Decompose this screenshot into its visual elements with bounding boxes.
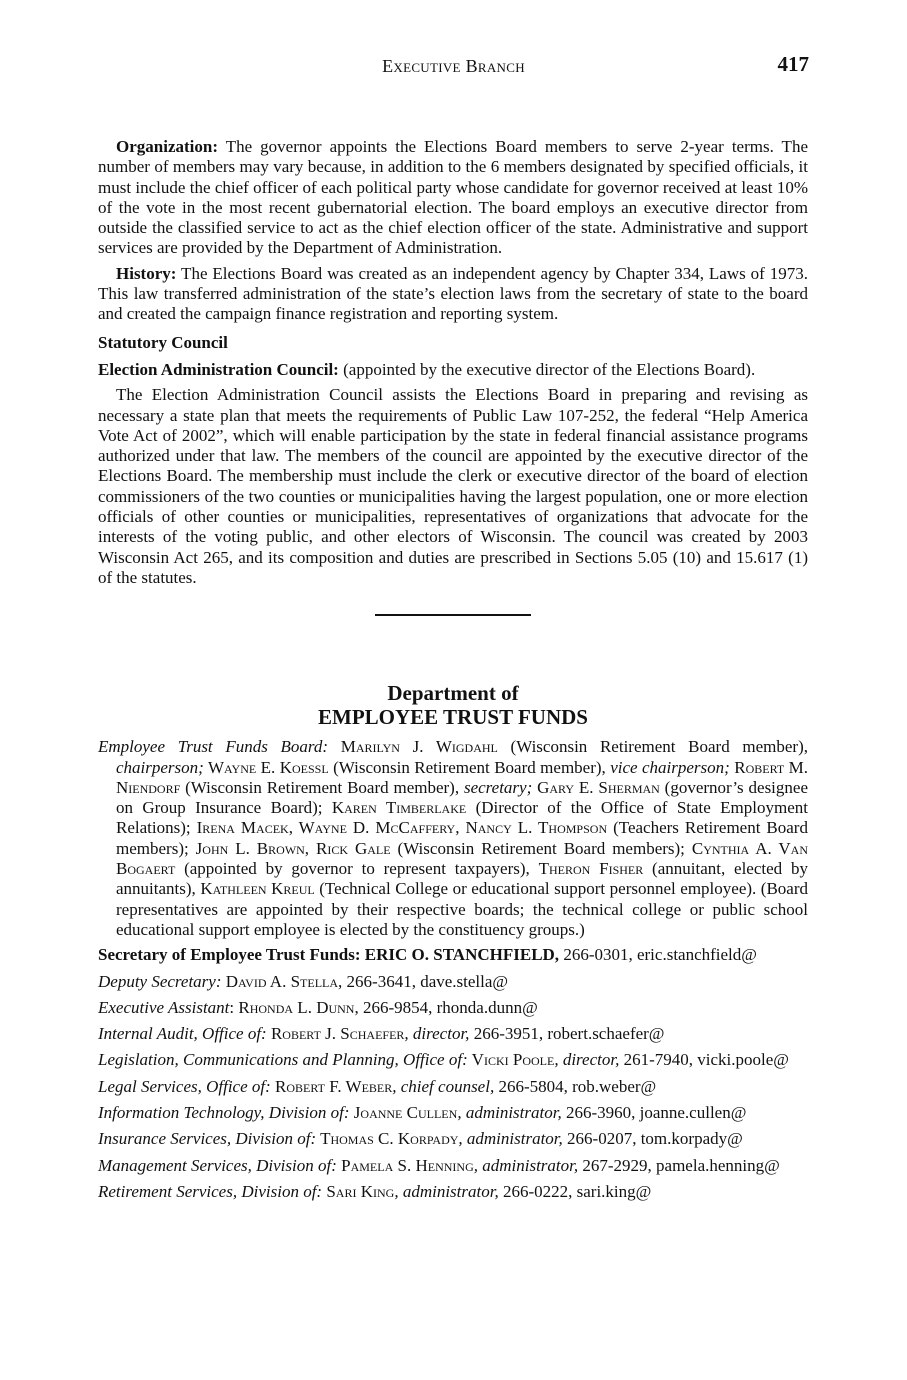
person-title: , administrator, — [473, 1155, 579, 1175]
person-name: Sari King — [322, 1181, 395, 1201]
running-head: Executive Branch — [382, 56, 525, 76]
history-text: The Elections Board was created as an independent agency by Chapter 334, Laws of 1973. This law transferred administration of the state’s election laws from the secretary of state to the board and created the campaign finance registration and reporting system. — [98, 263, 808, 324]
council-label: Election Administration Council: — [98, 359, 339, 379]
person-title: , administrator, — [457, 1102, 562, 1122]
staff-entry-insurance-services — [98, 1129, 808, 1149]
office-name: Internal Audit, Office of: — [98, 1024, 267, 1044]
board-member-name: Cynthia A. Van Bogaert — [116, 838, 808, 879]
office-name: Executive Assistant — [98, 997, 230, 1017]
person-name: David A. Stella — [221, 971, 339, 991]
secretary-label: Secretary of Employee Trust Funds: ERIC O. STANCHFIELD, — [98, 945, 560, 965]
person-title: , administrator, — [458, 1129, 563, 1149]
staff-entry-information-technology — [98, 1103, 808, 1123]
contact: , 266-3641, dave.stella@ — [338, 971, 509, 991]
contact: 266-5804, rob.weber@ — [494, 1076, 657, 1096]
person-title: , director, — [554, 1050, 620, 1070]
section-divider — [375, 614, 531, 616]
office-name: Legislation, Communications and Planning, Office of: — [98, 1050, 468, 1070]
board-member-role: secretary; — [463, 777, 533, 797]
board-member-desc: (appointed by governor to represent taxpayers), — [175, 859, 539, 879]
board-member-name: John L. Brown, Rick Gale — [195, 838, 391, 858]
board-member-role: chairperson; — [116, 757, 204, 777]
board-member-desc: (governor’s designee on Group Insurance Board); — [116, 777, 808, 818]
history-paragraph — [98, 264, 808, 325]
office-name: Deputy Secretary: — [98, 971, 222, 991]
staff-entry-legal-services — [98, 1077, 808, 1097]
office-name: Insurance Services, Division of: — [98, 1129, 317, 1149]
department-title-line1: Department of — [387, 681, 519, 706]
board-member-role: vice chairperson; — [610, 757, 730, 777]
contact: 261-7940, vicki.poole@ — [619, 1050, 789, 1070]
page-number: 417 — [777, 52, 809, 76]
statutory-council-heading: Statutory Council — [98, 332, 228, 352]
person-name: Thomas C. Korpady — [316, 1129, 459, 1149]
staff-entry-retirement-services — [98, 1182, 808, 1202]
board-member-desc: (Technical College or educational support personnel employee). (Board representatives are appointed by their respective boards; the technical college or public school educational support employee is elected by the constituency groups.) — [116, 879, 808, 939]
contact: 266-3951, robert.schaefer@ — [469, 1024, 665, 1044]
council-description: The Election Administration Council assists the Elections Board in preparing and revising as necessary a state plan that meets the requirements of Public Law 107-252, the federal “Help America Vote Act of 2002”, which will enable participation by the state in federal financial assistance programs authorized under that law. The members of the council are appointed by the executive director of the Elections Board. The membership must include the clerk or executive director of the board of election commissioners of the two counties or municipalities having the largest population, one or more election officials of other counties or municipalities, representatives of organizations that advocate for the interests of the voting public, and other electors of Wisconsin. The council was created by 2003 Wisconsin Act 265, and its composition and duties are prescribed in Sections 5.05 (10) and 15.617 (1) of the statutes. — [98, 385, 808, 587]
contact: 266-3960, joanne.cullen@ — [561, 1102, 747, 1122]
contact: 266-0207, tom.korpady@ — [562, 1129, 743, 1149]
person-name: Vicki Poole — [467, 1050, 555, 1070]
organization-text: The governor appoints the Elections Board members to serve 2-year terms. The number of members may vary because, in addition to the 6 members designated by specified officials, it must include the chief officer of each political party whose candidate for governor received at least 10% of the vote in the most recent gubernatorial election. The board employs an executive director from outside the classified service to act as the chief election officer of the state. Administrative and support services are provided by the Department of Administration. — [98, 137, 808, 258]
board-member-name: Irena Macek, Wayne D. McCaffery, Nancy L. Thompson — [196, 818, 608, 838]
office-name: Information Technology, Division of: — [98, 1102, 350, 1122]
staff-entry-deputy-secretary — [98, 972, 808, 992]
board-member-desc: (Wisconsin Retirement Board members); — [390, 838, 692, 858]
person-name: Robert F. Weber — [270, 1076, 393, 1096]
organization-label: Organization: — [116, 137, 218, 156]
board-member-name: Karen Timberlake — [331, 798, 467, 818]
person-title: , chief counsel, — [392, 1076, 495, 1096]
organization-paragraph — [98, 137, 808, 259]
person-title: , administrator, — [394, 1181, 499, 1201]
council-heading-paragraph — [98, 360, 808, 380]
staff-entry-internal-audit — [98, 1024, 808, 1044]
department-title — [98, 681, 808, 729]
staff-entry-executive-assistant — [98, 998, 808, 1018]
board-member-name: Kathleen Kreul — [200, 879, 315, 899]
secretary-contact: 266-0301, eric.stanchfield@ — [559, 945, 757, 965]
office-colon: : — [229, 997, 235, 1017]
contact: 267-2929, pamela.henning@ — [578, 1155, 780, 1175]
person-name: Pamela S. Henning — [336, 1155, 474, 1175]
board-label: Employee Trust Funds Board: — [98, 737, 329, 757]
board-member-desc: (Wisconsin Retirement Board member), — [328, 757, 611, 777]
board-member-name: Gary E. Sherman — [532, 777, 660, 797]
office-name: Legal Services, Office of: — [98, 1076, 271, 1096]
office-name: Retirement Services, Division of: — [98, 1181, 323, 1201]
page-body — [98, 137, 808, 1208]
board-member-desc: (Teachers Retirement Board members); — [116, 818, 808, 858]
board-member-name: Theron Fisher — [538, 859, 644, 879]
staff-entry-legislation — [98, 1050, 808, 1070]
office-name: Management Services, Division of: — [98, 1155, 337, 1175]
board-member-desc: (Wisconsin Retirement Board member), — [180, 777, 464, 797]
secretary-entry — [98, 945, 808, 965]
board-member-desc: (annuitant, elected by annuitants), — [116, 859, 808, 899]
board-member-name: Wayne E. Koessl — [203, 757, 329, 777]
board-members-paragraph — [98, 737, 808, 940]
history-label: History: — [116, 263, 177, 283]
board-member-desc: (Director of the Office of State Employment Relations); — [116, 798, 808, 838]
board-member-desc: (Wisconsin Retirement Board member), — [497, 737, 808, 757]
contact: , 266-9854, rhonda.dunn@ — [354, 997, 538, 1017]
board-member-name: Robert M. Niendorf — [116, 757, 808, 797]
person-name: Robert J. Schaefer — [266, 1024, 405, 1044]
person-name: Joanne Cullen — [349, 1102, 458, 1122]
council-appointment: (appointed by the executive director of the Elections Board). — [338, 359, 756, 379]
person-title: , director, — [404, 1024, 470, 1044]
staff-entry-management-services — [98, 1156, 808, 1176]
contact: 266-0222, sari.king@ — [498, 1181, 652, 1201]
board-member-name: Marilyn J. Wigdahl — [328, 737, 498, 757]
person-name: Rhonda L. Dunn — [234, 997, 355, 1017]
department-title-line2: EMPLOYEE TRUST FUNDS — [318, 705, 588, 730]
